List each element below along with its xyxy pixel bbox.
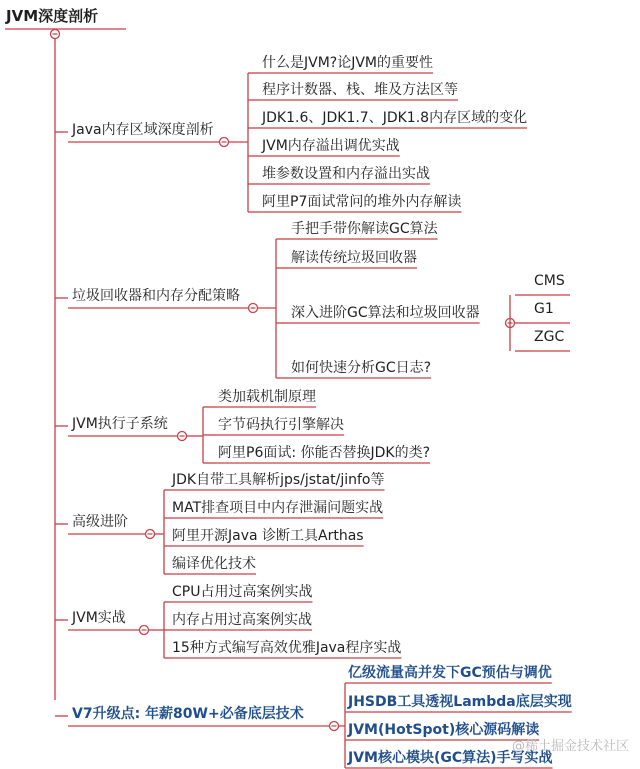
child-node-label: JDK自带工具解析jps/jstat/jinfo等 bbox=[172, 472, 385, 488]
branch-node-label: Java内存区域深度剖析 bbox=[72, 122, 214, 138]
child-node-label: JHSDB工具透视Lambda底层实现 bbox=[348, 694, 572, 710]
root-title: JVM深度剖析 bbox=[6, 7, 99, 25]
child-node-label: 程序计数器、栈、堆及方法区等 bbox=[262, 82, 458, 98]
child-node-label: 类加载机制原理 bbox=[218, 389, 316, 405]
watermark: @稀土掘金技术社区 bbox=[512, 739, 630, 754]
child-node-label: 内存占用过高案例实战 bbox=[172, 612, 312, 628]
branch-node-label: JVM执行子系统 bbox=[72, 416, 168, 432]
branch-node-label: 高级进阶 bbox=[72, 514, 128, 530]
child-node-label: 亿级流量高并发下GC预估与调优 bbox=[348, 665, 552, 681]
branch-node-label: JVM实战 bbox=[72, 610, 126, 626]
child-node-label: JVM核心模块(GC算法)手写实战 bbox=[348, 750, 553, 766]
grandchild-node-label: G1 bbox=[534, 301, 554, 317]
branch-node-label: 垃圾回收器和内存分配策略 bbox=[72, 288, 240, 304]
child-node-label: JVM内存溢出调优实战 bbox=[262, 138, 400, 154]
child-node-label: 阿里P7面试常问的堆外内存解读 bbox=[262, 194, 462, 210]
branch-node-label: V7升级点: 年薪80W+必备底层技术 bbox=[72, 706, 304, 722]
child-node-label: 阿里P6面试: 你能否替换JDK的类? bbox=[218, 445, 431, 461]
child-node-label: 阿里开源Java 诊断工具Arthas bbox=[172, 528, 364, 544]
grandchild-node-label: ZGC bbox=[534, 329, 565, 345]
child-node-label: CPU占用过高案例实战 bbox=[172, 584, 313, 600]
child-node-label: 解读传统垃圾回收器 bbox=[291, 250, 417, 266]
child-node-label: MAT排查项目中内存泄漏问题实战 bbox=[172, 500, 384, 516]
child-node-label: 如何快速分析GC日志? bbox=[291, 360, 432, 376]
child-node-label: 手把手带你解读GC算法 bbox=[291, 221, 438, 237]
child-node-label: 什么是JVM?论JVM的重要性 bbox=[262, 55, 434, 71]
child-node-label: 堆参数设置和内存溢出实战 bbox=[262, 166, 430, 182]
child-node-label: 编译优化技术 bbox=[172, 556, 256, 572]
child-node-label: 15种方式编写高效优雅Java程序实战 bbox=[172, 640, 402, 656]
grandchild-node-label: CMS bbox=[534, 273, 565, 289]
child-node-label: 字节码执行引擎解决 bbox=[218, 417, 344, 433]
child-node-label: 深入进阶GC算法和垃圾回收器 bbox=[291, 305, 480, 321]
child-node-label: JVM(HotSpot)核心源码解读 bbox=[348, 722, 540, 738]
child-node-label: JDK1.6、JDK1.7、JDK1.8内存区域的变化 bbox=[262, 110, 528, 126]
